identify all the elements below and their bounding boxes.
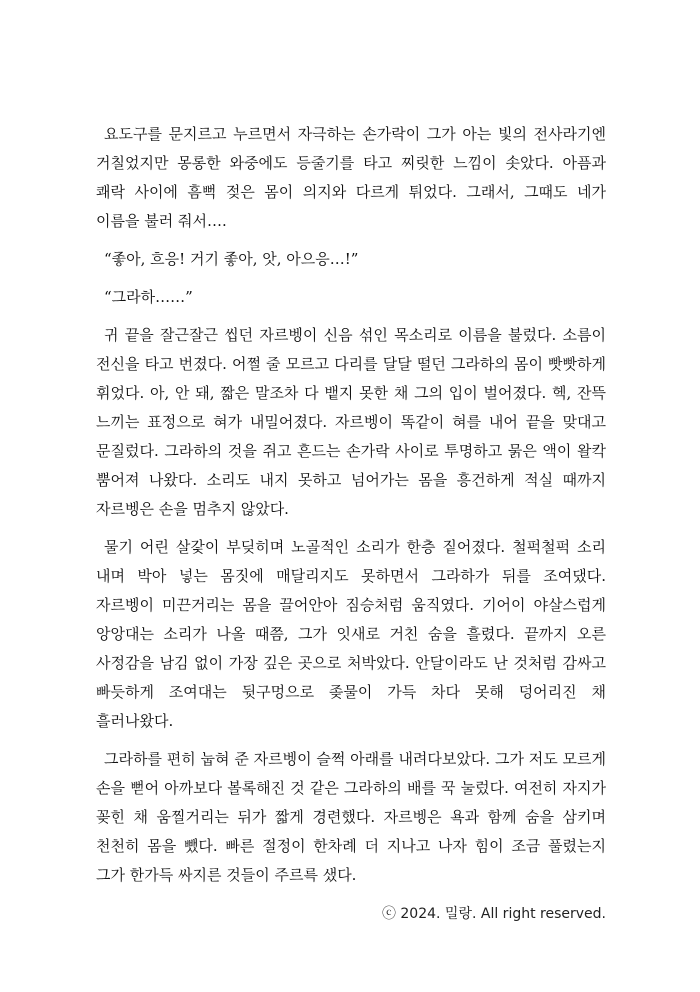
paragraph: 요도구를 문지르고 누르면서 자극하는 손가락이 그가 아는 빛의 전사라기엔 거칠었지만 몽롱한 와중에도 등줄기를 타고 찌릿한 느낌이 솟았다. 아픔과 쾌락 사이에 흠뻑 젖은 몸이 의지와 다르게 튀었다. 그래서, 그때도 네가 이름을 불러 줘서…. [96, 125, 606, 230]
body-text [96, 120, 606, 899]
copyright-notice: ⓒ 2024. 밀랑. All right reserved. [381, 906, 606, 922]
paragraph: 귀 끝을 잘근잘근 씹던 자르벵이 신음 섞인 목소리로 이름을 불렀다. 소름이 전신을 타고 번졌다. 어쩔 줄 모르고 다리를 달달 떨던 그라하의 몸이 빳빳하게 휘었다. 아, 안 돼, 짧은 말조차 다 뱉지 못한 채 그의 입이 벌어졌다. 헥, 잔뜩 느끼는 표정으로 혀가 내밀어졌다. 자르벵이 똑같이 혀를 내어 끝을 맞대고 문질렀다. 그라하의 것을 쥐고 흔드는 손가락 사이로 투명하고 묽은 액이 왈칵 뿜어져 나왔다. 소리도 내지 못하고 넘어가는 몸을 흥건하게 적실 때까지 자르벵은 손을 멈추지 않았다. [96, 326, 606, 518]
paragraph: 그라하를 편히 눕혀 준 자르벵이 슬쩍 아래를 내려다보았다. 그가 저도 모르게 손을 뻗어 아까보다 볼록해진 것 같은 그라하의 배를 꾹 눌렀다. 여전히 자지가 꽂힌 채 움찔거리는 뒤가 짧게 경련했다. 자르벵은 욕과 함께 숨을 삼키며 천천히 몸을 뺐다. 빠른 절정이 한차례 더 지나고 나자 힘이 조금 풀렸는지 그가 한가득 싸지른 것들이 주르륵 샜다. [96, 750, 606, 884]
dialogue-line: “좋아, 흐응! 거기 좋아, 앗, 아으응…!” [104, 250, 359, 268]
dialogue-line: “그라하……” [104, 288, 193, 306]
paragraph: 물기 어린 살갗이 부딪히며 노골적인 소리가 한층 짙어졌다. 철퍽철퍽 소리 내며 박아 넣는 몸짓에 매달리지도 못하면서 그라하가 뒤를 조여댔다. 자르벵이 미끈거리는 몸을 끌어안아 짐승처럼 움직였다. 기어이 야살스럽게 앙앙대는 소리가 나올 때쯤, 그가 잇새로 거친 숨을 흘렸다. 끝까지 오른 사정감을 남김 없이 가장 깊은 곳으로 처박았다. 안달이라도 난 것처럼 감싸고 빠듯하게 조여대는 뒷구멍으로 좆물이 가득 차다 못해 덩어리진 채 흘러나왔다. [96, 538, 606, 730]
